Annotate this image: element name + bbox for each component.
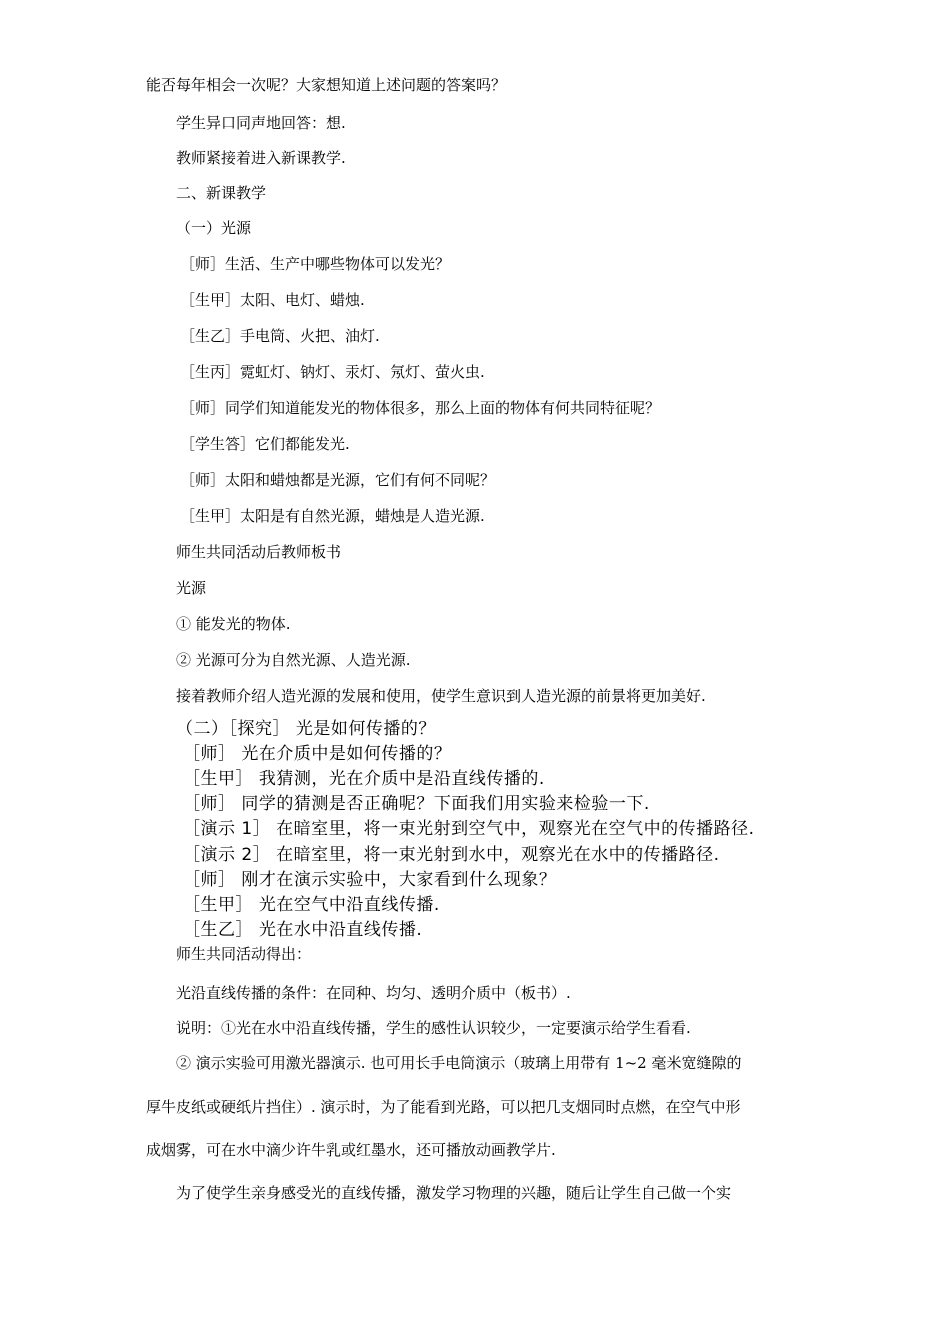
dialogue-line: ［生甲］太阳是有自然光源，蜡烛是人造光源.: [180, 507, 485, 525]
text-line: 能否每年相会一次呢？大家想知道上述问题的答案吗？: [146, 76, 507, 94]
dialogue-line: ［师］生活、生产中哪些物体可以发光？: [180, 255, 451, 273]
scanned-line: ［师］ 光在介质中是如何传播的？: [183, 744, 452, 764]
scanned-line: ［生甲］ 光在空气中沿直线传播.: [183, 895, 440, 915]
scanned-line: ［师］ 同学的猜测是否正确呢？下面我们用实验来检验一下.: [183, 794, 650, 814]
text-line: 学生异口同声地回答：想.: [176, 114, 346, 132]
board-title: 光源: [176, 579, 207, 597]
dialogue-line: ［生丙］霓虹灯、钠灯、汞灯、氖灯、萤火虫.: [180, 363, 485, 381]
subsection-heading: （一）光源: [176, 219, 252, 237]
text-line: 光沿直线传播的条件：在同种、均匀、透明介质中（板书）.: [176, 984, 571, 1002]
text-line: 师生共同活动得出：: [176, 945, 312, 963]
text-line: 厚牛皮纸或硬纸片挡住）. 演示时，为了能看到光路，可以把几支烟同时点燃，在空气中形: [146, 1098, 741, 1116]
dialogue-line: ［生乙］手电筒、火把、油灯.: [180, 327, 380, 345]
section-heading: 二、新课教学: [176, 184, 267, 202]
dialogue-line: ［师］太阳和蜡烛都是光源，它们有何不同呢？: [180, 471, 496, 489]
dialogue-line: ［生甲］太阳、电灯、蜡烛.: [180, 291, 365, 309]
text-line: 说明：①光在水中沿直线传播，学生的感性认识较少，一定要演示给学生看看.: [176, 1019, 691, 1037]
text-line: 成烟雾，可在水中滴少许牛乳或红墨水，还可播放动画教学片.: [146, 1141, 556, 1159]
dialogue-line: ［师］同学们知道能发光的物体很多，那么上面的物体有何共同特征呢？: [180, 399, 661, 417]
scanned-line: ［生甲］ 我猜测，光在介质中是沿直线传播的.: [183, 769, 545, 789]
board-item: ② 光源可分为自然光源、人造光源.: [176, 651, 411, 669]
text-line: 为了使学生亲身感受光的直线传播，激发学习物理的兴趣，随后让学生自己做一个实: [176, 1184, 732, 1202]
text-line: 师生共同活动后教师板书: [176, 543, 342, 561]
scanned-line: ［师］ 刚才在演示实验中，大家看到什么现象？: [183, 870, 557, 890]
scanned-heading: （二）［探究］ 光是如何传播的？: [176, 719, 436, 739]
scanned-line: ［演示 2］ 在暗室里，将一束光射到水中，观察光在水中的传播路径.: [183, 845, 720, 865]
text-line: ② 演示实验可用激光器演示. 也可用长手电筒演示（玻璃上用带有 1~2 毫米宽缝隙的: [176, 1054, 742, 1072]
text-line: 教师紧接着进入新课教学.: [176, 149, 346, 167]
scanned-line: ［演示 1］ 在暗室里，将一束光射到空气中，观察光在空气中的传播路径.: [183, 819, 755, 839]
dialogue-line: ［学生答］它们都能发光.: [180, 435, 350, 453]
text-line: 接着教师介绍人造光源的发展和使用，使学生意识到人造光源的前景将更加美好.: [176, 687, 706, 705]
board-item: ① 能发光的物体.: [176, 615, 291, 633]
scanned-line: ［生乙］ 光在水中沿直线传播.: [183, 920, 423, 940]
